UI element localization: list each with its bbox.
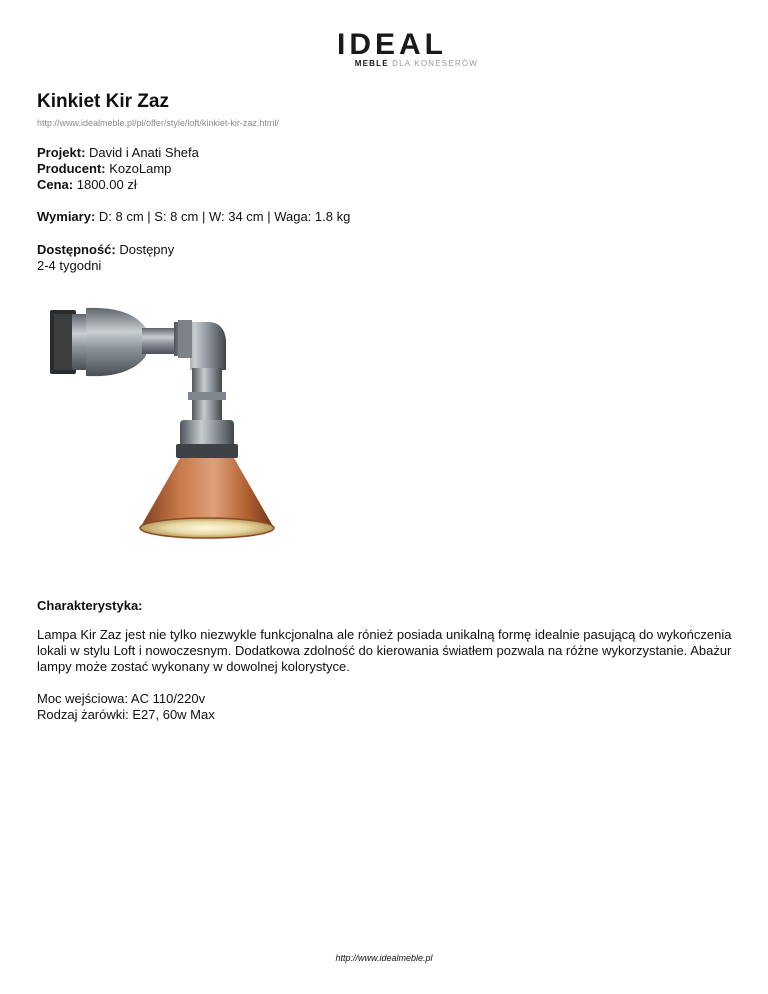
logo-tagline [306,59,478,69]
producent-value: KozoLamp [105,161,172,176]
wymiary-label: Wymiary: [37,209,96,224]
projekt-label: Projekt: [37,145,86,160]
wymiary-value: D: 8 cm | S: 8 cm | W: 34 cm | Waga: 1.8 kg [95,209,351,224]
cena-line [37,177,137,193]
logo-tagline-light: DLA KONESERÓW [388,59,478,68]
spec-bulb: Rodzaj żarówki: E27, 60w Max [37,707,215,722]
brand-logo [306,30,478,70]
characteristics-heading: Charakterystyka: [37,598,143,613]
footer-url[interactable]: http://www.idealmeble.pl [335,953,433,963]
dostepnosc-line [37,242,174,258]
product-title: Kinkiet Kir Zaz [37,91,169,112]
dostepnosc-label: Dostępność: [37,242,116,257]
wymiary-line [37,209,350,225]
dostepnosc-value: Dostępny [115,242,175,257]
characteristics-body [37,627,737,723]
producent-line [37,161,171,177]
cena-label: Cena: [37,177,74,192]
spec-power: Moc wejściowa: AC 110/220v [37,691,206,706]
product-url[interactable]: http://www.idealmeble.pl/pl/offer/style/loft/kinkiet-kir-zaz.html/ [37,118,279,128]
logo-tagline-bold: MEBLE [354,59,389,68]
product-photo [38,292,278,592]
projekt-value: David i Anati Shefa [85,145,199,160]
delivery-time: 2-4 tygodni [37,258,102,273]
logo-wordmark: IDEAL [337,28,447,61]
producent-label: Producent: [37,161,106,176]
cena-value: 1800.00 zł [73,177,137,192]
projekt-line [37,145,199,161]
description-paragraph: Lampa Kir Zaz jest nie tylko niezwykle funkcjonalna ale rónież posiada unikalną formę idealnie pasującą do wykończenia lokali w stylu Loft i nowoczesnym. Dodatkowa zdolność do kierowania światłem pozwala na różne wykorzystanie. Abażur lampy może zostać wykonany w dowolnej kolorystyce. [37,627,732,674]
